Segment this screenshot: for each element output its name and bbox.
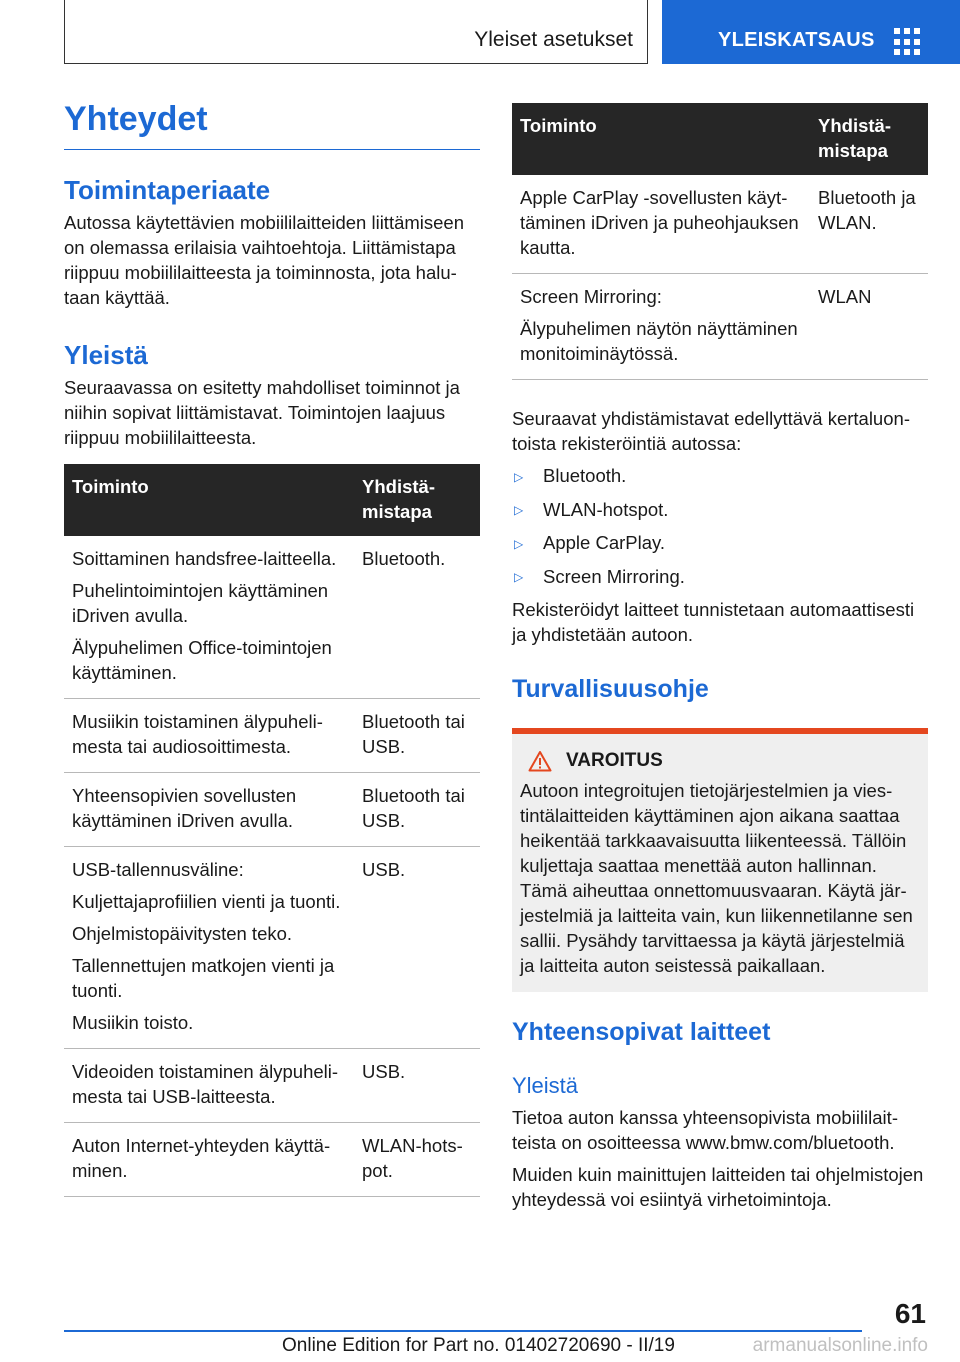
warning-title: VAROITUS — [566, 750, 663, 772]
function-cell — [64, 699, 354, 773]
warning-box — [512, 728, 928, 992]
function-line: Yhteensopivien sovellusten käyttäminen iDriven avulla. — [72, 785, 297, 831]
function-line: Apple CarPlay -sovellusten käyttäminen iDriven ja puheohjauksen kautta. — [520, 187, 799, 258]
list-item: ▷ Apple CarPlay. — [512, 530, 928, 557]
left-column — [64, 100, 480, 1197]
registration-list — [512, 463, 928, 590]
col-method-header: Yhdistämistapa — [354, 464, 480, 536]
table-row — [64, 847, 480, 1049]
list-item: ▷ WLAN-hotspot. — [512, 497, 928, 524]
function-cell — [64, 773, 354, 847]
function-line: Puhelintoimintojen käyttäminen iDriven avulla. — [72, 580, 329, 626]
method-value: Bluetooth ja WLAN. — [818, 187, 916, 233]
grid-icon — [894, 28, 922, 56]
list-item: ▷ Bluetooth. — [512, 463, 928, 490]
table-header-row — [512, 103, 928, 175]
function-cell — [64, 1049, 354, 1123]
page-title: Yhteydet — [64, 100, 480, 150]
compatible-subheading: Yleistä — [512, 1073, 579, 1099]
warning-triangle-icon — [528, 750, 552, 772]
function-cell — [64, 1123, 354, 1197]
compatible-heading: Yhteensopivat laitteet — [512, 1018, 771, 1047]
safety-heading: Turvallisuusohje — [512, 675, 709, 704]
method-value: WLAN-hotspot. — [362, 1135, 463, 1181]
compatible-text-1: Tietoa auton kanssa yhteensopivista mobiililaitteista on osoitteessa www.bmw.com/bluetooth. — [512, 1107, 898, 1154]
page-number: 61 — [894, 1298, 926, 1329]
right-column — [512, 103, 928, 1212]
method-cell — [354, 1123, 480, 1197]
general-text: Seuraavassa on esitetty mahdolliset toiminnot ja niihin sopivat liittämistavat. Toimintojen laajuus riippuu mobiililaitteesta. — [64, 377, 460, 448]
general-heading: Yleistä — [64, 340, 148, 370]
method-value: Bluetooth tai USB. — [362, 785, 465, 831]
footer-divider — [64, 1330, 862, 1332]
compatible-text-2: Muiden kuin mainittujen laitteiden tai ohjelmistojen yhteydessä voi esiintyä virhetoimintoja. — [512, 1164, 924, 1211]
function-cell — [512, 274, 810, 380]
section-label: Yleiset asetukset — [474, 28, 633, 51]
method-cell — [810, 175, 928, 274]
method-cell — [354, 1049, 480, 1123]
triangle-bullet-icon: ▷ — [514, 536, 524, 551]
function-line: Auton Internet-yhteyden käyttäminen. — [72, 1135, 331, 1181]
chapter-label: YLEISKATSAUS — [718, 29, 875, 51]
function-line: Soittaminen handsfree-laitteella. — [72, 548, 337, 569]
registration-text: Seuraavat yhdistämistavat edellyttävä kertaluontoista rekisteröintiä autossa: — [512, 408, 910, 454]
method-value: Bluetooth. — [362, 548, 446, 569]
method-value: Bluetooth tai USB. — [362, 711, 465, 757]
function-line: Videoiden toistaminen älypuhelimesta tai USB-laitteesta. — [72, 1061, 339, 1107]
method-value: WLAN — [818, 286, 872, 307]
method-cell — [354, 847, 480, 1049]
connection-table-left — [64, 464, 480, 1197]
watermark-text: armanualsonline.info — [752, 1335, 928, 1356]
function-line: Musiikin toisto. — [72, 1012, 194, 1033]
chapter-header-tab[interactable] — [662, 0, 960, 64]
col-method-header: Yhdistämistapa — [810, 103, 928, 175]
function-cell — [512, 175, 810, 274]
list-item: ▷ Screen Mirroring. — [512, 564, 928, 591]
col-function-header: Toiminto — [64, 464, 354, 536]
warning-text: Autoon integroitujen tietojärjestelmien ja viestintälaitteiden käyttäminen ajon aikana saattaa heikentää tarkkaavaisuutta liikenteessä. Tällöin kuljettaja saattaa menettää auton hallinnan. Tämä aiheuttaa onnettomuusvaaran. Käytä järjestelmiä ja laitteita vain, kun liikennetilanne sen sallii. Pysähdy tarvittaessa ja käytä järjestelmiä ja laitteita auton seistessä paikallaan. — [520, 780, 913, 977]
triangle-bullet-icon: ▷ — [514, 503, 524, 518]
table-row — [512, 175, 928, 274]
function-line: Screen Mirroring: — [520, 286, 662, 307]
col-function-header: Toiminto — [512, 103, 810, 175]
principle-heading: Toimintaperiaate — [64, 175, 271, 205]
function-line: USB-tallennusväline: — [72, 859, 244, 880]
function-line: Musiikin toistaminen älypuhelimesta tai audiosoittimesta. — [72, 711, 323, 757]
table-row — [64, 1123, 480, 1197]
method-value: USB. — [362, 1061, 406, 1082]
principle-text: Autossa käytettävien mobiililaitteiden liittämiseen on olemassa erilaisia vaihtoehtoja. Liittämistapa riippuu mobiililaitteesta ja toiminnosta, jota halutaan käyttää. — [64, 212, 465, 308]
method-value: USB. — [362, 859, 406, 880]
function-line: Älypuhelimen Office-toimintojen käyttäminen. — [72, 637, 332, 683]
function-line: Kuljettajaprofiilien vienti ja tuonti. — [72, 891, 341, 912]
method-cell — [810, 274, 928, 380]
function-line: Älypuhelimen näytön näyttäminen monitoiminäytössä. — [520, 318, 798, 364]
table-header-row — [64, 464, 480, 536]
table-row — [512, 274, 928, 380]
table-row — [64, 699, 480, 773]
triangle-bullet-icon: ▷ — [514, 469, 524, 484]
function-line: Tallennettujen matkojen vienti ja tuonti. — [72, 955, 335, 1001]
section-header-tab — [64, 0, 648, 64]
function-cell — [64, 847, 354, 1049]
triangle-bullet-icon: ▷ — [514, 570, 524, 585]
connection-table-right — [512, 103, 928, 380]
table-row — [64, 773, 480, 847]
table-row — [64, 536, 480, 699]
table-row — [64, 1049, 480, 1123]
method-cell — [354, 536, 480, 699]
warning-title-row — [520, 750, 918, 772]
auto-connect-text: Rekisteröidyt laitteet tunnistetaan automaattisesti ja yhdistetään autoon. — [512, 599, 915, 646]
method-cell — [354, 699, 480, 773]
method-cell — [354, 773, 480, 847]
edition-text: Online Edition for Part no. 01402720690 - II/19 — [282, 1335, 675, 1356]
function-line: Ohjelmistopäivitysten teko. — [72, 923, 293, 944]
function-cell — [64, 536, 354, 699]
